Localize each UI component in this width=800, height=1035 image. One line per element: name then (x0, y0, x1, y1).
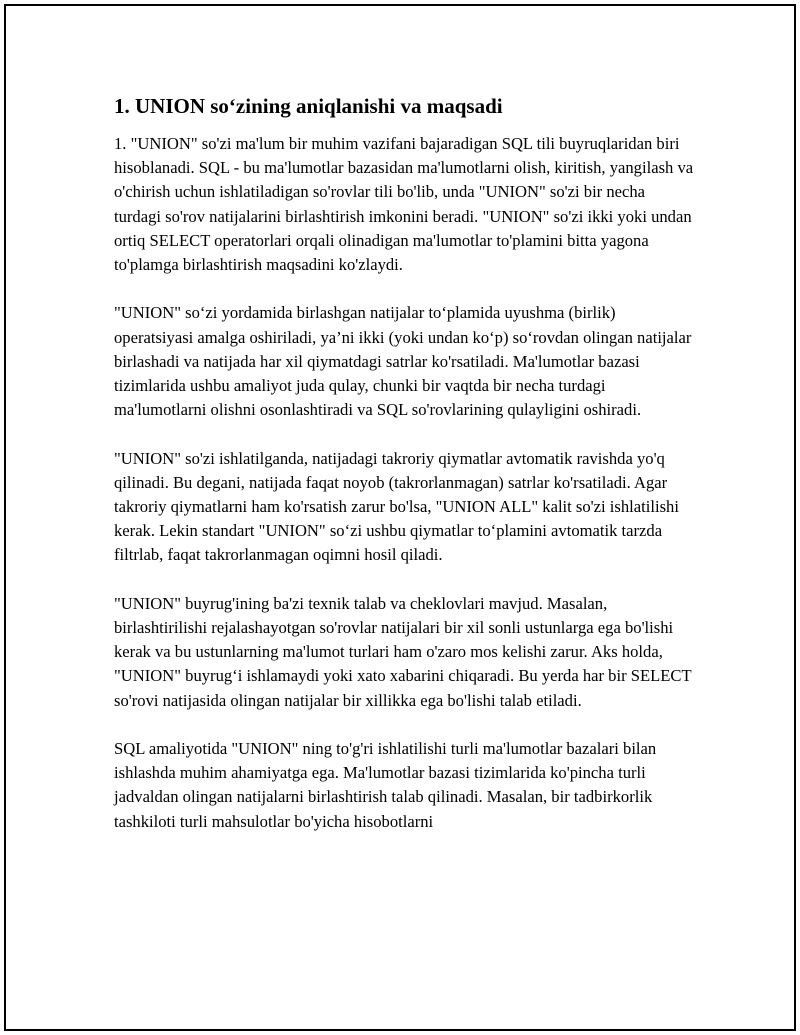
paragraph-4: "UNION" buyrug'ining ba'zi texnik talab va cheklovlari mavjud. Masalan, birlashtirilishi rejalashayotgan so'rovlar natijalari bir xil sonli ustunlarga ega bo'lishi kerak va bu ustunlarning ma'lumot turlari ham o'zaro mos kelishi zarur. Aks holda, "UNION" buyrug‘i ishlamaydi yoki xato xabarini chiqaradi. Bu yerda har bir SELECT so'rovi natijasida olingan natijalar bir xillikka ega bo'lishi talab etiladi. (114, 593, 692, 710)
paragraph-2: "UNION" so‘zi yordamida birlashgan natijalar to‘plamida uyushma (birlik) operatsiyasi amalga oshiriladi, ya’ni ikki (yoki undan ko‘p) so‘rovdan olingan natijalar birlashadi va natijada har xil qiymatdagi satrlar ko'rsatiladi. Ma'lumotlar bazasi tizimlarida ushbu amaliyot juda qulay, chunki bir vaqtda bir necha turdagi ma'lumotlarni olishni osonlashtiradi va SQL so'rovlarining qulayligini oshiradi. (114, 303, 692, 420)
section-heading: 1. UNION so‘zining aniqlanishi va maqsadi (114, 94, 503, 118)
paragraph-3: "UNION" so'zi ishlatilganda, natijadagi takroriy qiymatlar avtomatik ravishda yo'q qilinadi. Bu degani, natijada faqat noyob (takrorlanmagan) satrlar ko'rsatiladi. Agar takroriy qiymatlarni ham ko'rsatish zarur bo'lsa, "UNION ALL" kalit so'zi ishlatilishi kerak. Lekin standart "UNION" so‘zi ushbu qiymatlar to‘plamini avtomatik tarzda filtrlab, faqat takrorlanmagan oqimni hosil qiladi. (114, 448, 679, 565)
document-body (114, 92, 694, 858)
paragraph-5: SQL amaliyotida "UNION" ning to'g'ri ishlatilishi turli ma'lumotlar bazalari bilan ishlashda muhim ahamiyatga ega. Ma'lumotlar bazasi tizimlarida ko'pincha turli jadvaldan olingan natijalarni birlashtirish talab qilinadi. Masalan, bir tadbirkorlik tashkiloti turli mahsulotlar bo'yicha hisobotlarni (114, 739, 657, 831)
paragraph-1: 1. "UNION" so'zi ma'lum bir muhim vazifani bajaradigan SQL tili buyruqlaridan biri hisoblanadi. SQL - bu ma'lumotlar bazasidan ma'lumotlarni olish, kiritish, yangilash va o'chirish uchun ishlatiladigan so'rovlar tili bo'lib, unda "UNION" so'zi bir necha turdagi so'rov natijalarini birlashtirish imkonini beradi. "UNION" so'zi ikki yoki undan ortiq SELECT operatorlari orqali olinadigan ma'lumotlar to'plamini bitta yagona to'plamga birlashtirish maqsadini ko'zlaydi. (114, 134, 694, 275)
